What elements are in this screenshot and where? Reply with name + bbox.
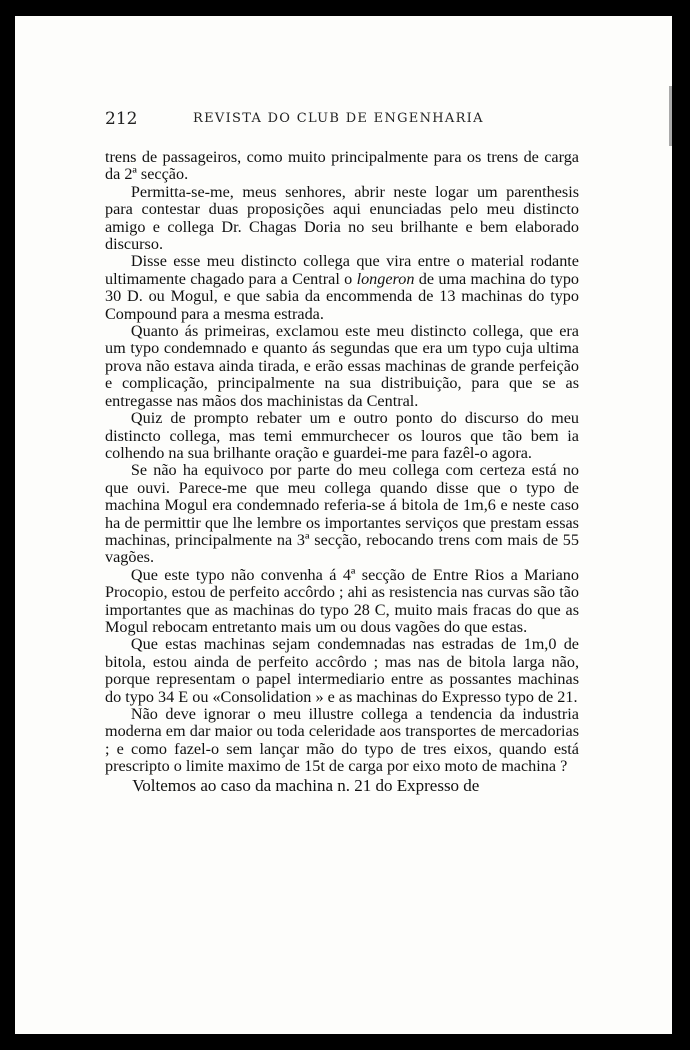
running-title: REVISTA DO CLUB DE ENGENHARIA [193,111,484,126]
paragraph: Que este typo não convenha á 4ª secção de Entre Rios a Mariano Procopio, estou de perfeito accôrdo ; ahi as resistencia nas curvas são tão importantes que as machinas do typo 28 C, muito mais fracas do que as Mogul rebocam entretanto mais um ou dous vagões do que estas. [105,565,579,636]
paragraph-last: Voltemos ao caso da machina n. 21 do Expresso de [132,775,480,795]
paragraph: Não deve ignorar o meu illustre collega a tendencia da industria moderna em dar maior ou toda celeridade aos transportes de mercadorias ; e como fazel-o sem lançar mão do typo de tres eixos, quando está prescripto o limite maximo de 15t de carga por eixo moto de machina ? [105,705,579,776]
paragraph: Quiz de prompto rebater um e outro ponto do discurso do meu distincto collega, mas temi emmurchecer os louros que tão bem ia colhendo na sua brilhante oração e guardei-me para fazêl-o agora. [105,409,579,462]
page-header [105,109,605,131]
book-page [15,16,672,1034]
body-text [105,149,579,795]
italic-term: longeron [356,269,415,288]
page-number: 212 [105,109,138,129]
paragraph: Que estas machinas sejam condemnadas nas estradas de 1m,0 de bitola, estou ainda de perfeito accôrdo ; mas nas de bitola larga não, porque representam o papel intermediario entre as possantes machinas do typo 34 E ou «Consolidation » e as machinas do Expresso typo de 21. [105,635,579,706]
paragraph [105,253,579,323]
paragraph: Quanto ás primeiras, exclamou este meu distincto collega, que era um typo condemnado e quanto ás segundas que era um typo cuja ultima prova não estava ainda tirada, e erão essas machinas de grande perfeição e complicação, principalmente na sua distribuição, para que se as entregasse nas mãos dos machinistas da Central. [105,322,579,410]
paragraph-text: Disse esse meu distincto collega que vira entre o material rodante ultimamente chagado para a Central o [105,252,579,288]
page-edge-mark [669,86,672,146]
paragraph: Permitta-se-me, meus senhores, abrir neste logar um parenthesis para contestar duas proposições aqui enunciadas pelo meu distincto amigo e collega Dr. Chagas Doria no seu brilhante e bem elaborado discurso. [105,182,579,254]
paragraph-text: de uma machina do typo 30 D. ou Mogul, e que sabia da encommenda de 13 machinas do typo Compound para a mesma estrada. [105,269,580,323]
paragraph-continuation: trens de passageiros, como muito principalmente para os trens de carga da 2ª secção. [105,148,579,184]
paragraph: Se não ha equivoco por parte do meu collega com certeza está no que ouvi. Parece-me que meu collega quando disse que o typo de machina Mogul era condemnado referia-se á bitola de 1m,6 e neste caso ha de permittir que lhe lembre os importantes serviços que prestam essas machinas, principalmente na 3ª secção, rebocando trens com mais de 55 vagões. [105,461,579,567]
